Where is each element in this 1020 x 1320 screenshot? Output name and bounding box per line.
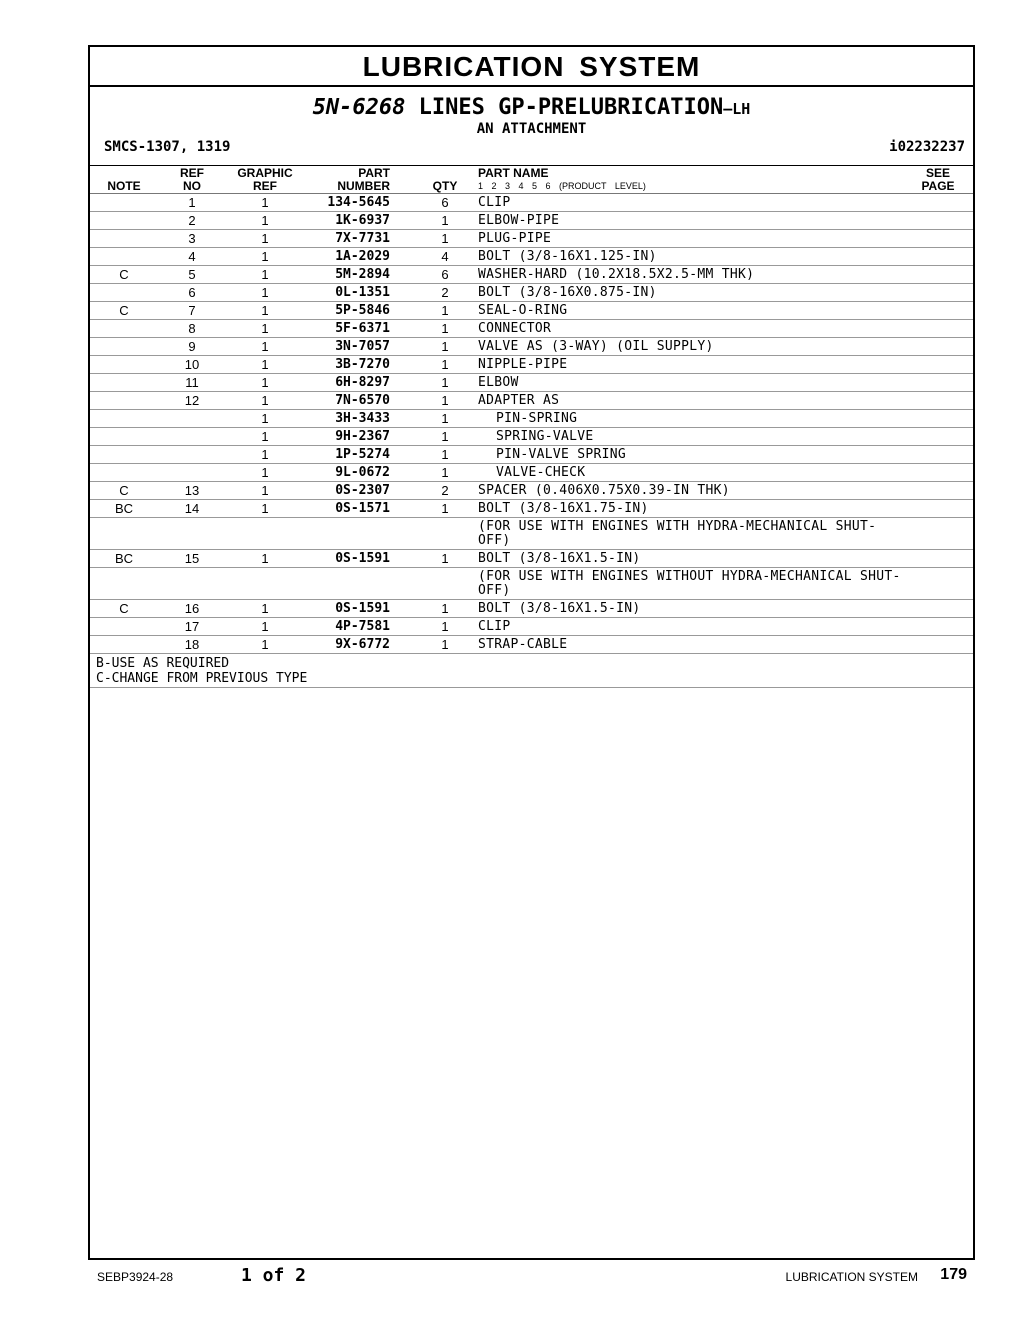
row-ref-no: 10: [158, 356, 226, 374]
row-see-page: [903, 568, 973, 600]
col-part-number: PART NUMBER: [304, 166, 418, 194]
row-part-name: PIN-SPRING: [472, 410, 903, 428]
row-see-page: [903, 266, 973, 284]
row-ref-no: [158, 464, 226, 482]
document-id: SEBP3924-28: [97, 1270, 174, 1284]
row-graphic-ref: 1: [226, 284, 304, 302]
row-part-number: [304, 568, 418, 600]
row-part-number: 6H-8297: [304, 374, 418, 392]
row-note: BC: [90, 550, 158, 568]
row-qty: 1: [418, 446, 472, 464]
row-ref-no: 7: [158, 302, 226, 320]
row-part-name: ELBOW: [472, 374, 903, 392]
row-note: [90, 338, 158, 356]
row-qty: 1: [418, 464, 472, 482]
table-row: [90, 446, 973, 464]
row-graphic-ref: 1: [226, 446, 304, 464]
row-see-page: [903, 284, 973, 302]
row-note: [90, 284, 158, 302]
row-note: [90, 568, 158, 600]
row-qty: 4: [418, 248, 472, 266]
row-note: [90, 230, 158, 248]
table-row: [90, 428, 973, 446]
row-part-number: 7N-6570: [304, 392, 418, 410]
section-title: LUBRICATION SYSTEM: [90, 47, 973, 87]
row-note: [90, 618, 158, 636]
row-note: [90, 356, 158, 374]
row-see-page: [903, 392, 973, 410]
table-row: [90, 500, 973, 518]
row-note: [90, 446, 158, 464]
row-graphic-ref: 1: [226, 230, 304, 248]
row-ref-no: 9: [158, 338, 226, 356]
row-see-page: [903, 518, 973, 550]
row-note: [90, 374, 158, 392]
row-qty: 6: [418, 194, 472, 212]
row-ref-no: 8: [158, 320, 226, 338]
row-see-page: [903, 618, 973, 636]
row-note: [90, 410, 158, 428]
row-note: [90, 464, 158, 482]
table-row: [90, 618, 973, 636]
row-part-number: 5M-2894: [304, 266, 418, 284]
row-see-page: [903, 320, 973, 338]
row-ref-no: 16: [158, 600, 226, 618]
row-part-name: CLIP: [472, 618, 903, 636]
row-ref-no: 15: [158, 550, 226, 568]
row-qty: 1: [418, 600, 472, 618]
table-row: [90, 356, 973, 374]
row-qty: 1: [418, 500, 472, 518]
row-see-page: [903, 428, 973, 446]
row-part-number: 5F-6371: [304, 320, 418, 338]
row-ref-no: [158, 428, 226, 446]
row-part-number: 3H-3433: [304, 410, 418, 428]
row-graphic-ref: 1: [226, 410, 304, 428]
table-row: [90, 550, 973, 568]
row-graphic-ref: [226, 518, 304, 550]
row-see-page: [903, 482, 973, 500]
row-graphic-ref: 1: [226, 636, 304, 654]
row-qty: 1: [418, 338, 472, 356]
row-see-page: [903, 212, 973, 230]
product-level-label: 1 2 3 4 5 6 (PRODUCT LEVEL): [478, 181, 646, 191]
table-row: [90, 518, 973, 550]
row-ref-no: 14: [158, 500, 226, 518]
col-graphic-ref: GRAPHIC REF: [226, 166, 304, 194]
table-row: [90, 568, 973, 600]
table-row: [90, 600, 973, 618]
row-note: [90, 392, 158, 410]
row-ref-no: [158, 568, 226, 600]
table-row: [90, 464, 973, 482]
row-graphic-ref: 1: [226, 464, 304, 482]
table-row: [90, 410, 973, 428]
row-graphic-ref: 1: [226, 302, 304, 320]
row-see-page: [903, 446, 973, 464]
row-part-name: SPACER (0.406X0.75X0.39-IN THK): [472, 482, 903, 500]
row-qty: 1: [418, 212, 472, 230]
row-part-number: 0S-1591: [304, 600, 418, 618]
row-part-name: NIPPLE-PIPE: [472, 356, 903, 374]
row-part-name: BOLT (3/8-16X1.125-IN): [472, 248, 903, 266]
row-part-number: 0S-1591: [304, 550, 418, 568]
table-row: [90, 194, 973, 212]
row-part-number: 0S-2307: [304, 482, 418, 500]
col-part-name: PART NAME 1 2 3 4 5 6 (PRODUCT LEVEL): [472, 166, 903, 194]
row-graphic-ref: 1: [226, 482, 304, 500]
row-ref-no: 17: [158, 618, 226, 636]
row-part-name: BOLT (3/8-16X1.75-IN): [472, 500, 903, 518]
col-note: NOTE: [90, 166, 158, 194]
row-part-name: CLIP: [472, 194, 903, 212]
row-part-number: 9H-2367: [304, 428, 418, 446]
group-title: [90, 95, 973, 121]
row-part-name: PIN-VALVE SPRING: [472, 446, 903, 464]
row-part-name: PLUG-PIPE: [472, 230, 903, 248]
row-ref-no: 12: [158, 392, 226, 410]
row-part-name: ADAPTER AS: [472, 392, 903, 410]
row-see-page: [903, 410, 973, 428]
table-header: [90, 166, 973, 194]
page-number: 179: [940, 1266, 967, 1283]
row-note: C: [90, 600, 158, 618]
row-qty: 1: [418, 302, 472, 320]
row-see-page: [903, 636, 973, 654]
col-see-page: SEE PAGE: [903, 166, 973, 194]
table-row: [90, 284, 973, 302]
row-ref-no: 3: [158, 230, 226, 248]
row-see-page: [903, 248, 973, 266]
row-ref-no: 11: [158, 374, 226, 392]
row-note: [90, 320, 158, 338]
row-note: [90, 518, 158, 550]
row-ref-no: 18: [158, 636, 226, 654]
table-row: [90, 320, 973, 338]
row-qty: 2: [418, 284, 472, 302]
row-ref-no: 13: [158, 482, 226, 500]
row-graphic-ref: 1: [226, 248, 304, 266]
footer-section: LUBRICATION SYSTEM: [785, 1270, 918, 1284]
page-of: 1 of 2: [241, 1265, 307, 1286]
row-graphic-ref: [226, 568, 304, 600]
row-part-number: 9L-0672: [304, 464, 418, 482]
row-qty: [418, 568, 472, 600]
row-note: C: [90, 266, 158, 284]
smcs-row: [90, 137, 973, 166]
row-part-number: 0S-1571: [304, 500, 418, 518]
row-part-number: 3N-7057: [304, 338, 418, 356]
row-note: BC: [90, 500, 158, 518]
row-qty: 1: [418, 356, 472, 374]
parts-body: [90, 194, 973, 654]
row-graphic-ref: 1: [226, 550, 304, 568]
row-qty: 1: [418, 618, 472, 636]
row-part-name: BOLT (3/8-16X0.875-IN): [472, 284, 903, 302]
row-see-page: [903, 338, 973, 356]
page-frame: [88, 45, 975, 1260]
row-graphic-ref: 1: [226, 500, 304, 518]
row-part-name: SPRING-VALVE: [472, 428, 903, 446]
table-row: [90, 302, 973, 320]
row-note: [90, 248, 158, 266]
row-qty: 1: [418, 428, 472, 446]
row-graphic-ref: 1: [226, 194, 304, 212]
row-qty: 1: [418, 320, 472, 338]
row-ref-no: [158, 518, 226, 550]
row-graphic-ref: 1: [226, 392, 304, 410]
row-part-number: 1A-2029: [304, 248, 418, 266]
row-see-page: [903, 550, 973, 568]
table-row: [90, 636, 973, 654]
row-part-name: BOLT (3/8-16X1.5-IN): [472, 600, 903, 618]
row-note: [90, 636, 158, 654]
row-qty: 1: [418, 636, 472, 654]
row-part-number: 9X-6772: [304, 636, 418, 654]
row-ref-no: 6: [158, 284, 226, 302]
row-graphic-ref: 1: [226, 266, 304, 284]
row-note: [90, 428, 158, 446]
row-note: [90, 194, 158, 212]
row-qty: 6: [418, 266, 472, 284]
row-part-name: STRAP-CABLE: [472, 636, 903, 654]
row-see-page: [903, 194, 973, 212]
table-row: [90, 482, 973, 500]
row-part-name: WASHER-HARD (10.2X18.5X2.5-MM THK): [472, 266, 903, 284]
row-part-name: ELBOW-PIPE: [472, 212, 903, 230]
row-graphic-ref: 1: [226, 600, 304, 618]
row-qty: [418, 518, 472, 550]
row-qty: 1: [418, 374, 472, 392]
row-part-name: (FOR USE WITH ENGINES WITH HYDRA-MECHANICAL SHUT-OFF): [472, 518, 903, 550]
row-part-number: 5P-5846: [304, 302, 418, 320]
row-ref-no: 1: [158, 194, 226, 212]
table-row: [90, 374, 973, 392]
row-part-number: 3B-7270: [304, 356, 418, 374]
notes-legend: [90, 654, 973, 688]
row-part-number: 1P-5274: [304, 446, 418, 464]
row-part-number: [304, 518, 418, 550]
table-row: [90, 248, 973, 266]
row-qty: 1: [418, 410, 472, 428]
table-row: [90, 338, 973, 356]
group-subtitle: AN ATTACHMENT: [476, 121, 587, 137]
row-part-name: VALVE-CHECK: [472, 464, 903, 482]
row-note: C: [90, 482, 158, 500]
col-qty: QTY: [418, 166, 472, 194]
smcs-code: SMCS-1307, 1319: [104, 139, 231, 155]
row-graphic-ref: 1: [226, 618, 304, 636]
row-graphic-ref: 1: [226, 428, 304, 446]
row-see-page: [903, 356, 973, 374]
row-ref-no: 4: [158, 248, 226, 266]
row-qty: 2: [418, 482, 472, 500]
group-suffix: —LH: [723, 100, 751, 118]
row-graphic-ref: 1: [226, 320, 304, 338]
row-ref-no: [158, 446, 226, 464]
row-part-name: SEAL-O-RING: [472, 302, 903, 320]
row-part-number: 0L-1351: [304, 284, 418, 302]
row-part-number: 4P-7581: [304, 618, 418, 636]
row-ref-no: [158, 410, 226, 428]
row-see-page: [903, 600, 973, 618]
row-ref-no: 2: [158, 212, 226, 230]
row-ref-no: 5: [158, 266, 226, 284]
table-row: [90, 392, 973, 410]
row-part-name: VALVE AS (3-WAY) (OIL SUPPLY): [472, 338, 903, 356]
illustration-id: i02232237: [889, 139, 965, 155]
row-qty: 1: [418, 230, 472, 248]
row-see-page: [903, 500, 973, 518]
row-part-number: 7X-7731: [304, 230, 418, 248]
col-ref-no: REF NO: [158, 166, 226, 194]
group-part-number: 5N-6268: [312, 95, 406, 120]
row-part-name: BOLT (3/8-16X1.5-IN): [472, 550, 903, 568]
note-b: B-USE AS REQUIRED: [96, 656, 230, 671]
row-graphic-ref: 1: [226, 374, 304, 392]
parts-table: [90, 166, 973, 654]
page-footer: [0, 1265, 1020, 1289]
row-see-page: [903, 302, 973, 320]
table-row: [90, 212, 973, 230]
row-qty: 1: [418, 550, 472, 568]
row-part-name: CONNECTOR: [472, 320, 903, 338]
row-see-page: [903, 374, 973, 392]
table-row: [90, 230, 973, 248]
row-graphic-ref: 1: [226, 356, 304, 374]
row-note: C: [90, 302, 158, 320]
row-see-page: [903, 230, 973, 248]
row-part-number: 134-5645: [304, 194, 418, 212]
row-part-number: 1K-6937: [304, 212, 418, 230]
row-part-name: (FOR USE WITH ENGINES WITHOUT HYDRA-MECHANICAL SHUT-OFF): [472, 568, 903, 600]
row-note: [90, 212, 158, 230]
group-name: LINES GP-PRELUBRICATION: [418, 95, 724, 120]
note-c: C-CHANGE FROM PREVIOUS TYPE: [96, 671, 308, 686]
table-row: [90, 266, 973, 284]
row-see-page: [903, 464, 973, 482]
row-qty: 1: [418, 392, 472, 410]
row-graphic-ref: 1: [226, 212, 304, 230]
row-graphic-ref: 1: [226, 338, 304, 356]
